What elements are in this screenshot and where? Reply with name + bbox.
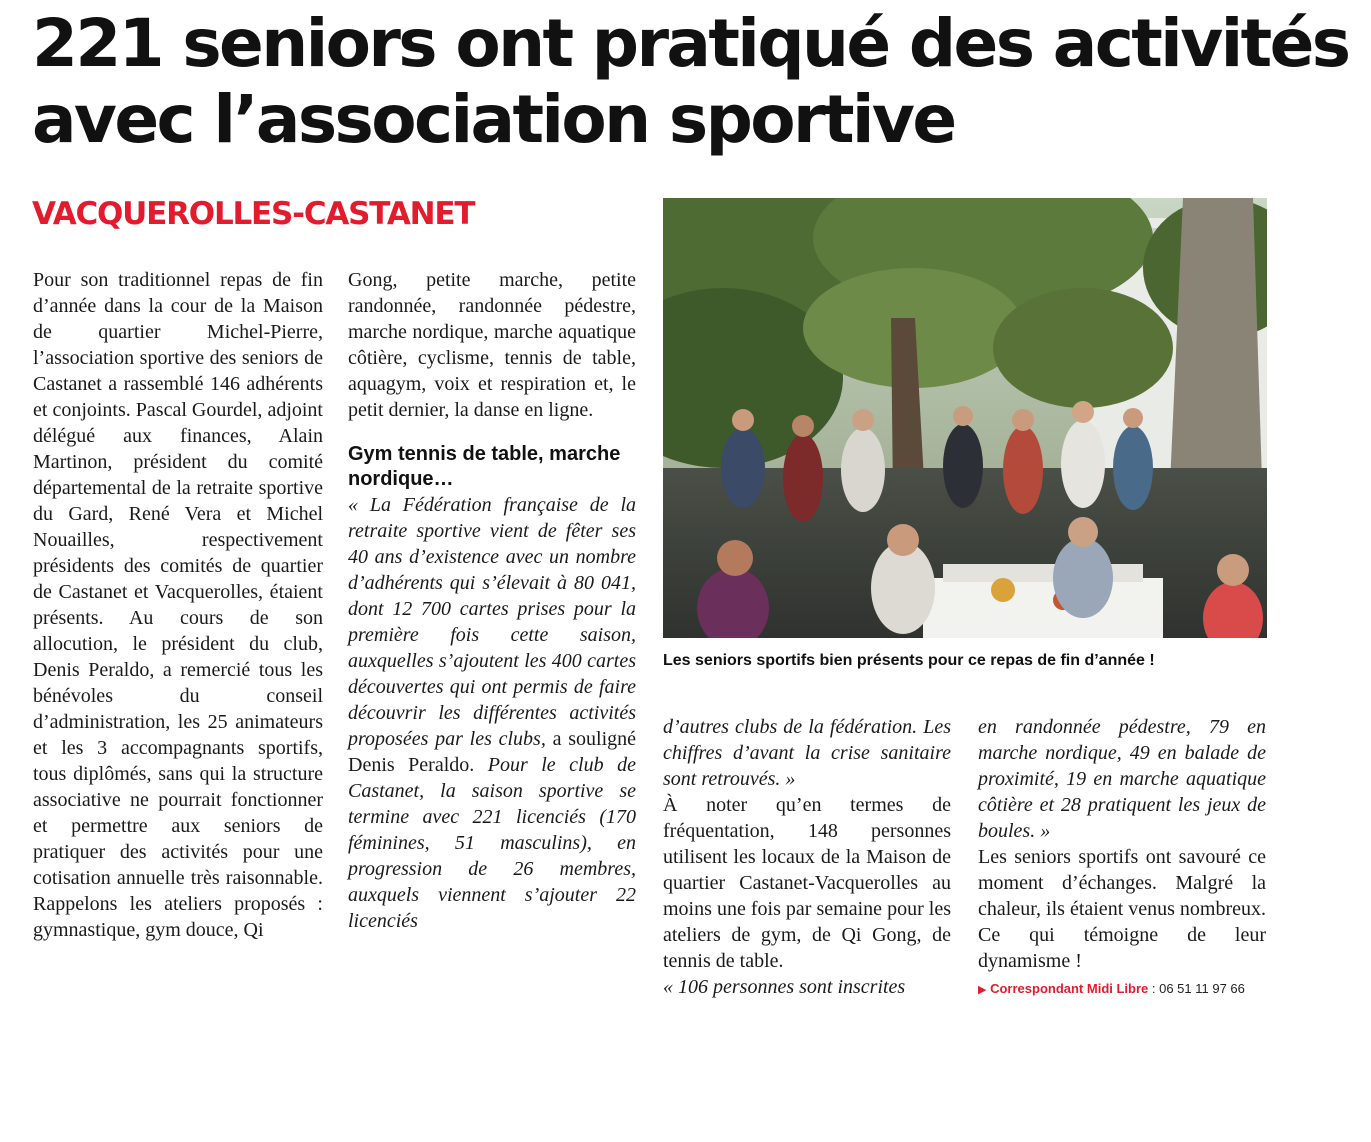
article-photo <box>663 198 1267 638</box>
article-column-1 <box>33 267 323 943</box>
dateline: VACQUEROLLES-CASTANET <box>32 196 475 232</box>
author-signature <box>978 980 1266 999</box>
quote-fragment: « La Fédération française de la retraite sportive vient de fêter ses 40 ans d’existence avec un nombre d’adhérents qui s’élevait à 80 041, dont 12 700 cartes prises pour la première fois cette saison, auxquelles s’ajoutent les 400 cartes découvertes qui ont permis de faire découvrir les différentes activités proposées par les clubs, <box>348 494 636 750</box>
column2-quote-paragraph <box>348 492 636 934</box>
headline: 221 seniors ont pratiqué des activités avec l’association sportive <box>32 5 1349 158</box>
column3-quote <box>663 714 951 792</box>
quote-fragment: « 106 personnes sont inscrites <box>663 976 906 998</box>
photo-caption: Les seniors sportifs bien présents pour ce repas de fin d’année ! <box>663 652 1155 669</box>
column3-quote-2 <box>663 974 951 1000</box>
column3-text: À noter qu’en termes de fréquentation, 148 personnes utilisent les locaux de la Maison de quartier Castanet-Vacquerolles au moins une fois par semaine pour les ateliers de gym, de Qi Gong, de tennis de table. <box>663 794 951 972</box>
column1-text: Pour son traditionnel repas de fin d’année dans la cour de la Maison de quartier Michel-Pierre, l’association sportive des seniors de Castanet a rassemblé 146 adhérents et conjoints. Pascal Gourdel, adjoint délégué aux finances, Alain Martinon, président du comité départemental de la retraite sportive du Gard, René Vera et Michel Nouailles, respectivement présidents des comités de quartier de Castanet et Vacquerolles, étaient présents. Au cours de son allocution, le président du club, Denis Peraldo, a remercié tous les bénévoles du conseil d’administration, les 25 animateurs et les 3 accompagnants sportifs, tous diplômés, sans qui la structure associative ne pourrait fonctionner et permettre aux seniors de pratiquer des activités pour une cotisation annuelle très raisonnable. Rappelons les ateliers proposés : gymnastique, gym douce, Qi <box>33 269 323 941</box>
column4-quote <box>978 714 1266 844</box>
triangle-marker-icon: ▶ <box>978 984 987 996</box>
column4-text: Les seniors sportifs ont savouré ce moment d’échanges. Malgré la chaleur, ils étaient venus nombreux. Ce qui témoigne de leur dynamisme ! <box>978 846 1266 972</box>
article-column-3 <box>663 714 951 1000</box>
signature-label: Correspondant Midi Libre <box>990 981 1149 996</box>
column2-text: Gong, petite marche, petite randonnée, randonnée pédestre, marche nordique, marche aquatique côtière, cyclisme, tennis de table, aquagym, voix et respiration et, le petit dernier, la danse en ligne. <box>348 269 636 421</box>
quote-fragment: d’autres clubs de la fédération. Les chiffres d’avant la crise sanitaire sont retrouvés. » <box>663 716 951 790</box>
subheading: Gym tennis de table, marche nordique… <box>348 443 621 490</box>
article-column-4 <box>978 714 1266 999</box>
quote-fragment: Pour le club de Castanet, la saison sportive se termine avec 221 licenciés (170 féminines, 51 masculins), en progression de 26 membres, auxquels viennent s’ajouter 22 licenciés <box>348 754 636 932</box>
signature-phone: : 06 51 11 97 66 <box>1148 981 1245 996</box>
quote-fragment: en randonnée pédestre, 79 en marche nordique, 49 en balade de proximité, 19 en marche aquatique côtière et 28 pratiquent les jeux de boules. » <box>978 716 1266 842</box>
quote-attribution: a souligné Denis Peraldo. <box>348 728 637 776</box>
article-column-2 <box>348 267 636 934</box>
